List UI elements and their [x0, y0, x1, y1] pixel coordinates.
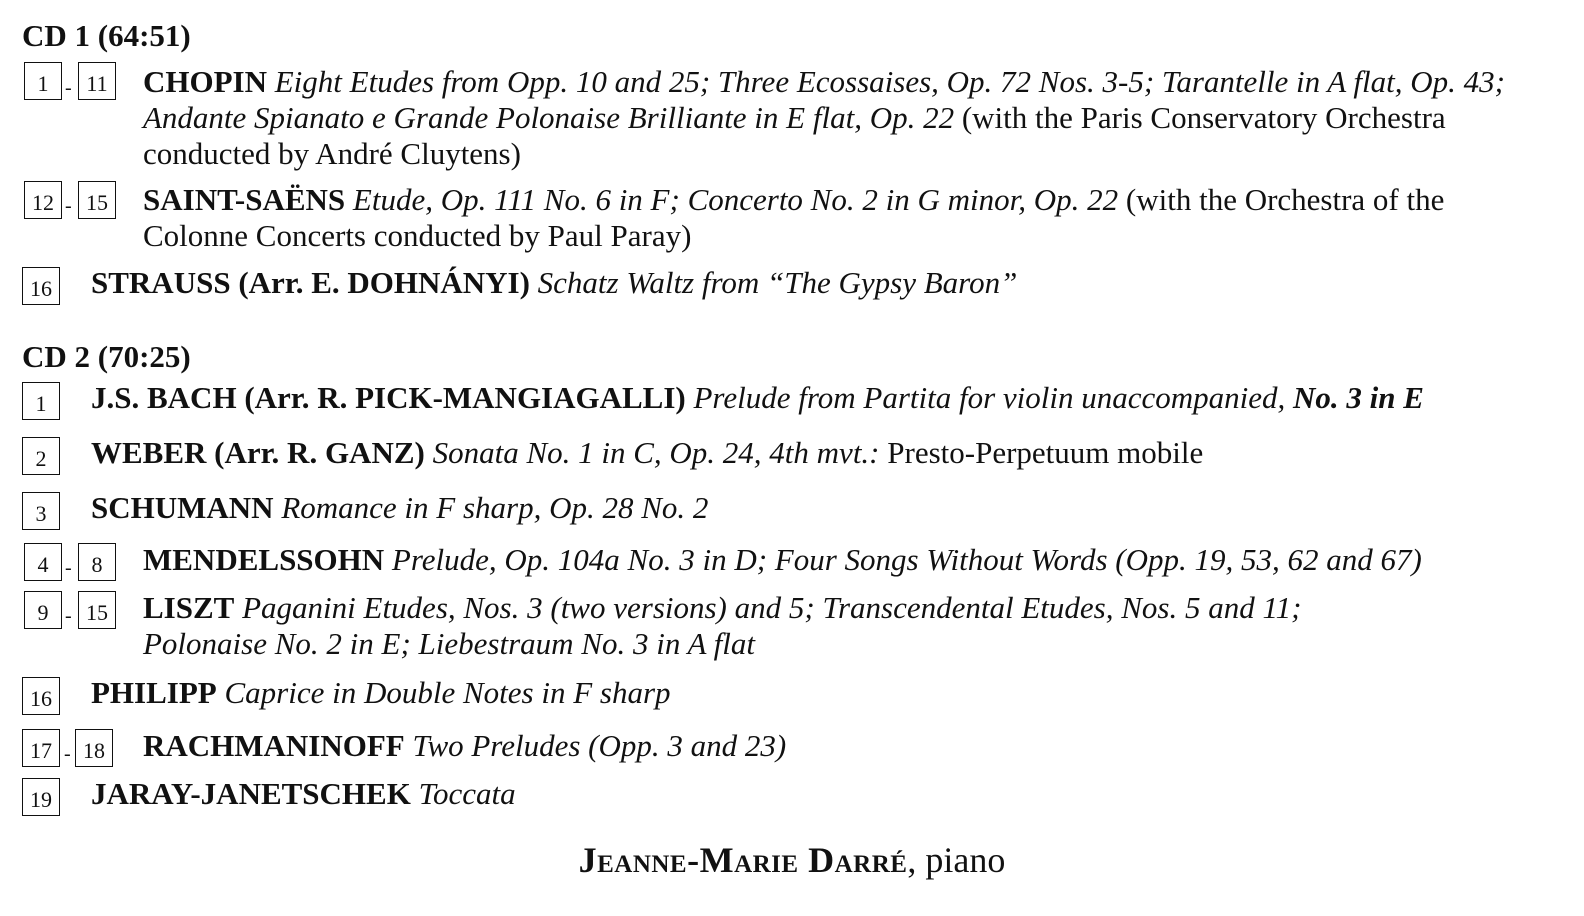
composer-name: WEBER: [91, 435, 207, 470]
cd2-entry-mendelssohn: [143, 542, 1422, 578]
works-text: Sonata No. 1 in C, Op. 24, 4th mvt.:: [432, 435, 880, 470]
performance-notes: (with the Paris Conservatory Orchestra conducted by André Cluytens): [143, 100, 1446, 171]
track-range-dash: -: [65, 195, 72, 217]
arranger-name: (Arr. E. DOHNÁNYI): [238, 265, 530, 300]
arranger-name: (Arr. R. PICK-MANGIAGALLI): [244, 380, 686, 415]
arranger-name: (Arr. R. GANZ): [214, 435, 425, 470]
track-end-box: 15: [78, 591, 116, 629]
cd1-entry-strauss: [91, 265, 1017, 301]
performer-name: Jeanne-Marie Darré: [578, 840, 908, 880]
track-start-box: 4: [24, 543, 62, 581]
performer-credit: [0, 838, 1584, 882]
composer-name: PHILIPP: [91, 675, 217, 710]
works-text: Toccata: [418, 776, 516, 811]
track-end-box: 15: [78, 181, 116, 219]
track-start-box: 9: [24, 591, 62, 629]
track-box: 19: [22, 778, 60, 816]
composer-name: J.S. BACH: [91, 380, 237, 415]
cd1-heading: CD 1 (64:51): [22, 18, 191, 53]
composer-name: JARAY-JANETSCHEK: [91, 776, 411, 811]
cd1-entry-chopin: [143, 64, 1553, 172]
composer-name: MENDELSSOHN: [143, 542, 385, 577]
cd2-entry-weber: [91, 435, 1203, 471]
composer-name: STRAUSS: [91, 265, 231, 300]
track-end-box: 11: [78, 62, 116, 100]
track-box: 1: [22, 382, 60, 420]
works-text: Etude, Op. 111 No. 6 in F; Concerto No. 2 in G minor, Op. 22: [352, 182, 1119, 217]
works-text: Schatz Waltz from “The Gypsy Baron”: [537, 265, 1018, 300]
cd2-entry-liszt-line2: [143, 626, 755, 662]
cd2-entry-liszt: [143, 590, 1302, 626]
cd2-entry-bach: [91, 380, 1424, 416]
track-box: 2: [22, 437, 60, 475]
track-start-box: 12: [24, 181, 62, 219]
track-end-box: 18: [75, 729, 113, 767]
track-start-box: 17: [22, 729, 60, 767]
cd2-heading: CD 2 (70:25): [22, 339, 191, 374]
works-text: Prelude from Partita for violin unaccompanied,: [693, 380, 1286, 415]
track-box: 16: [22, 267, 60, 305]
movement-title: Presto-Perpetuum mobile: [887, 435, 1204, 470]
track-range-dash: -: [65, 77, 72, 99]
cd2-entry-philipp: [91, 675, 671, 711]
cd2-entry-schumann: [91, 490, 708, 526]
composer-name: SCHUMANN: [91, 490, 274, 525]
performance-notes: (with the Orchestra of the Colonne Concerts conducted by Paul Paray): [143, 182, 1445, 253]
composer-name: SAINT-SAËNS: [143, 182, 346, 217]
composer-name: CHOPIN: [143, 64, 267, 99]
track-range-dash: -: [65, 557, 72, 579]
composer-name: RACHMANINOFF: [143, 728, 405, 763]
works-text-continued: Polonaise No. 2 in E; Liebestraum No. 3 in A flat: [143, 626, 755, 661]
cd2-entry-jaray-janetschek: [91, 776, 516, 812]
cd1-entry-saint-saens: [143, 182, 1553, 254]
performer-role: , piano: [907, 840, 1006, 880]
track-start-box: 1: [24, 62, 62, 100]
track-end-box: 8: [78, 543, 116, 581]
works-text: Prelude, Op. 104a No. 3 in D; Four Songs Without Words (Opp. 19, 53, 62 and 67): [391, 542, 1422, 577]
cd2-entry-rachmaninoff: [143, 728, 786, 764]
works-text: Romance in F sharp, Op. 28 No. 2: [281, 490, 709, 525]
track-box: 3: [22, 492, 60, 530]
works-text: Eight Etudes from Opp. 10 and 25; Three Ecossaises, Op. 72 Nos. 3-5; Tarantelle in A flat, Op. 43; Andante Spianato e Grande Polonaise Brilliante in E flat, Op. 22: [143, 64, 1505, 135]
track-range-dash: -: [65, 605, 72, 627]
works-text: Paganini Etudes, Nos. 3 (two versions) and 5; Transcendental Etudes, Nos. 5 and 11;: [242, 590, 1302, 625]
track-box: 16: [22, 677, 60, 715]
track-range-dash: -: [64, 743, 71, 765]
works-text: Two Preludes (Opp. 3 and 23): [412, 728, 787, 763]
composer-name: LISZT: [143, 590, 235, 625]
works-text: Caprice in Double Notes in F sharp: [224, 675, 671, 710]
works-key: No. 3 in E: [1293, 380, 1424, 415]
